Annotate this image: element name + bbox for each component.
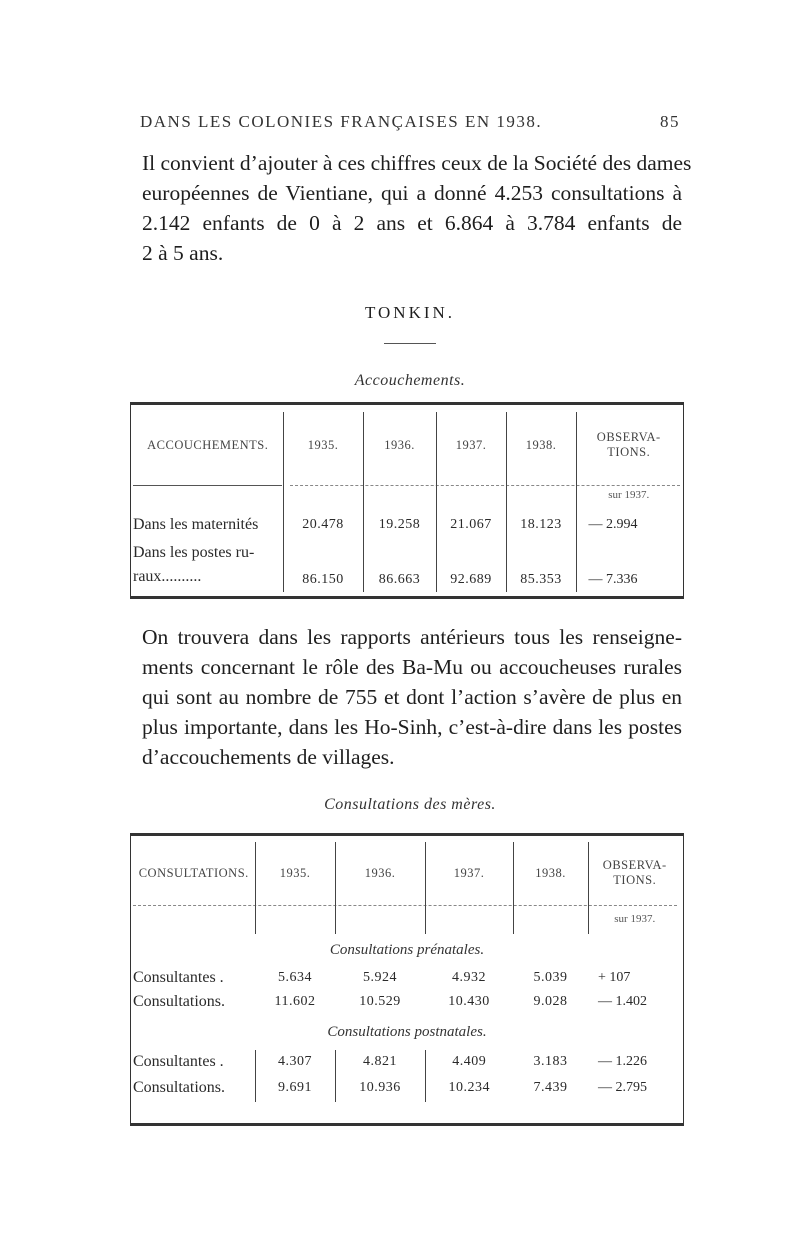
header-observations bbox=[588, 842, 681, 904]
obs-note: sur 1937. bbox=[576, 478, 681, 512]
row-label bbox=[133, 538, 283, 592]
cell-1936: 19.258 bbox=[363, 512, 436, 538]
subsection-title-postnatal: Consultations postnatales. bbox=[327, 1023, 487, 1040]
table2 bbox=[133, 842, 681, 1102]
cell-observation: — 2.994 bbox=[576, 512, 681, 538]
table1 bbox=[133, 412, 681, 592]
cell-1937: 92.689 bbox=[436, 538, 506, 592]
table-row bbox=[133, 512, 681, 538]
row-label: Consultantes . bbox=[133, 1053, 224, 1070]
text-line: d’accouchements de villages. bbox=[142, 745, 395, 769]
cell-1935: 20.478 bbox=[283, 512, 363, 538]
cell-1937: 10.430 bbox=[448, 994, 490, 1009]
section-title-row bbox=[133, 1014, 681, 1050]
table2-caption: Consultations des mères. bbox=[324, 796, 496, 813]
text-line: Il convient d’ajouter à ces chiffres ceux de la Société des dames bbox=[142, 151, 692, 175]
table-row bbox=[133, 966, 681, 990]
table1-bottom-rule bbox=[130, 596, 684, 599]
header-1935: 1935. bbox=[283, 412, 363, 478]
header-observations-line2: TIONS. bbox=[613, 873, 657, 887]
cell-1937: 4.409 bbox=[425, 1050, 513, 1074]
subsection-title-prenatal: Consultations prénatales. bbox=[329, 941, 485, 958]
table2-bottom-rule bbox=[130, 1123, 684, 1126]
header-1938: 1938. bbox=[513, 842, 588, 904]
cell-1937: 4.932 bbox=[452, 970, 486, 985]
row-label: Consultations. bbox=[133, 993, 226, 1010]
cell-observation: — 1.226 bbox=[598, 1054, 647, 1069]
cell-1936: 4.821 bbox=[335, 1050, 425, 1074]
text-line: 2.142 enfants de 0 à 2 ans et 6.864 à 3.784 enfants de bbox=[142, 211, 682, 235]
cell-1938: 3.183 bbox=[533, 1054, 568, 1069]
cell-1938: 18.123 bbox=[506, 512, 576, 538]
header-observations bbox=[576, 412, 681, 478]
header-1936: 1936. bbox=[363, 412, 436, 478]
cell-observation: + 107 bbox=[598, 970, 631, 985]
cell-observation: — 1.402 bbox=[598, 994, 647, 1009]
header-observations-line1: OBSERVA- bbox=[596, 430, 661, 444]
row-label: Dans les maternités bbox=[133, 516, 259, 533]
cell-1935: 4.307 bbox=[255, 1050, 335, 1074]
header-1935: 1935. bbox=[255, 842, 335, 904]
cell-observation: — 7.336 bbox=[576, 538, 681, 592]
text-line: européennes de Vientiane, qui a donné 4.253 consultations à bbox=[142, 181, 682, 205]
table2-header-row bbox=[133, 842, 681, 904]
cell-1935: 11.602 bbox=[274, 994, 316, 1009]
cell-1937: 10.234 bbox=[425, 1074, 513, 1102]
cell-1938: 9.028 bbox=[533, 994, 568, 1009]
table1-top-rule bbox=[130, 402, 684, 405]
cell-1938: 85.353 bbox=[506, 538, 576, 592]
row-label-line2: raux.......... bbox=[133, 568, 202, 585]
table1-caption: Accouchements. bbox=[354, 372, 466, 389]
header-accouchements: ACCOUCHEMENTS. bbox=[147, 437, 269, 452]
running-header bbox=[140, 112, 680, 132]
text-line: 2 à 5 ans. bbox=[142, 241, 224, 265]
paragraph-vientiane bbox=[142, 148, 692, 268]
row-label: Consultations. bbox=[133, 1079, 226, 1096]
header-1937: 1937. bbox=[436, 412, 506, 478]
section-title: TONKIN. bbox=[364, 303, 456, 322]
header-1938: 1938. bbox=[506, 412, 576, 478]
obs-note: sur 1937. bbox=[588, 904, 681, 934]
running-title: DANS LES COLONIES FRANÇAISES EN 1938. bbox=[140, 112, 543, 131]
cell-observation: — 2.795 bbox=[598, 1080, 647, 1095]
row-label-line1: Dans les postes ru- bbox=[133, 544, 255, 561]
cell-1938: 5.039 bbox=[533, 970, 568, 985]
table2-note-row bbox=[133, 904, 681, 934]
text-line: On trouvera dans les rapports antérieurs tous les renseigne- bbox=[142, 625, 682, 649]
table1-header-row bbox=[133, 412, 681, 478]
header-1937: 1937. bbox=[425, 842, 513, 904]
table1-note-row bbox=[133, 478, 681, 512]
cell-1937: 21.067 bbox=[436, 512, 506, 538]
table-row bbox=[133, 1074, 681, 1102]
cell-1935: 5.634 bbox=[278, 970, 312, 985]
cell-1936: 86.663 bbox=[363, 538, 436, 592]
table-row bbox=[133, 990, 681, 1014]
paragraph-ba-mu bbox=[142, 622, 682, 772]
text-line: ments concernant le rôle des Ba-Mu ou accoucheuses rurales bbox=[142, 655, 682, 679]
cell-1938: 7.439 bbox=[533, 1080, 568, 1095]
header-observations-line2: TIONS. bbox=[607, 445, 651, 459]
cell-1935: 9.691 bbox=[255, 1074, 335, 1102]
cell-1935: 86.150 bbox=[283, 538, 363, 592]
header-1936: 1936. bbox=[335, 842, 425, 904]
table2-top-rule bbox=[130, 833, 684, 836]
text-line: plus importante, dans les Ho-Sinh, c’est-à-dire dans les postes bbox=[142, 715, 682, 739]
page-number: 85 bbox=[660, 112, 680, 131]
cell-1936: 5.924 bbox=[363, 970, 397, 985]
cell-1936: 10.529 bbox=[359, 994, 401, 1009]
text-line: qui sont au nombre de 755 et dont l’action s’avère de plus en bbox=[142, 685, 682, 709]
table-row bbox=[133, 1050, 681, 1074]
header-consultations: CONSULTATIONS. bbox=[138, 865, 249, 880]
section-rule bbox=[384, 343, 436, 344]
section-title-row bbox=[133, 934, 681, 966]
row-label: Consultantes . bbox=[133, 969, 224, 986]
header-observations-line1: OBSERVA- bbox=[602, 858, 667, 872]
table-row bbox=[133, 538, 681, 592]
cell-1936: 10.936 bbox=[335, 1074, 425, 1102]
